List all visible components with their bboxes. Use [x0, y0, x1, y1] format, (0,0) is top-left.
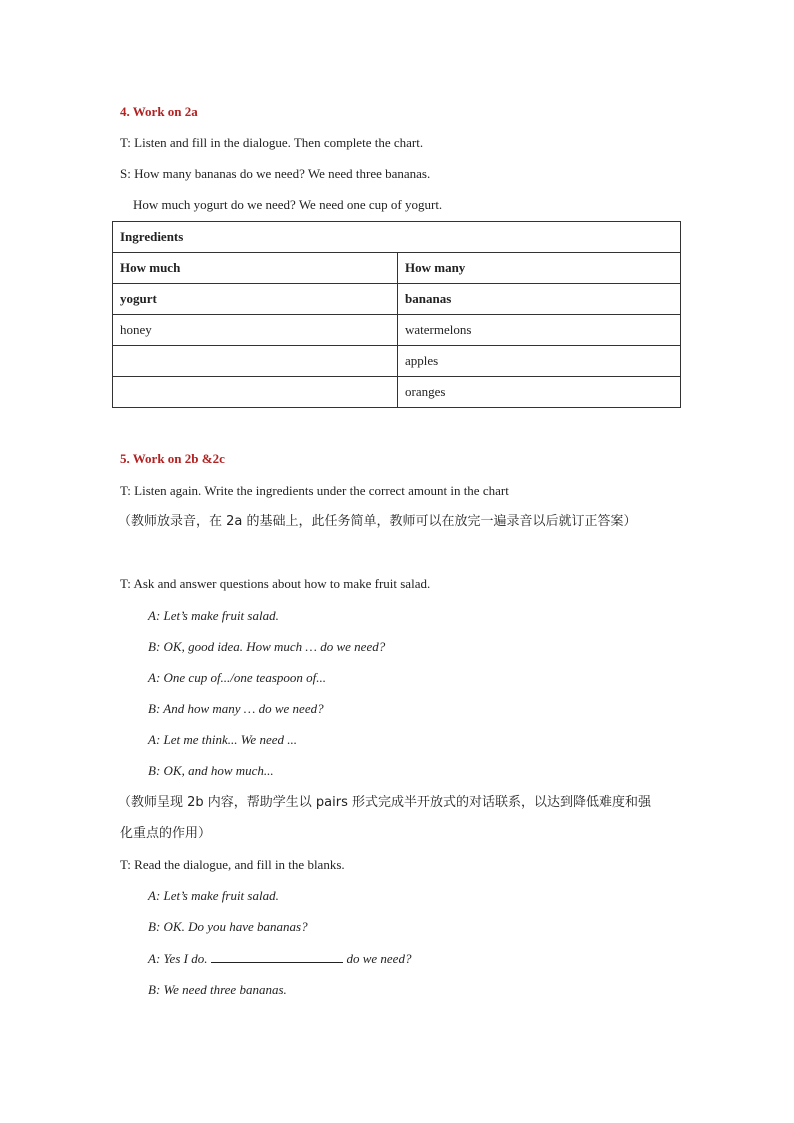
- dialogue-text: do we need?: [346, 951, 412, 966]
- fill-in-blank: [211, 950, 343, 963]
- table-cell: honey: [113, 315, 398, 346]
- student-line: How much yogurt do we need? We need one cup of yogurt.: [133, 197, 443, 212]
- table-row: [113, 284, 681, 315]
- ingredients-table: [112, 221, 681, 408]
- table-cell: watermelons: [398, 315, 681, 346]
- dialogue-line: A: Let’s make fruit salad.: [148, 888, 279, 903]
- dialogue-line: B: OK. Do you have bananas?: [148, 919, 308, 934]
- teacher-note: （教师呈现 2b 内容，帮助学生以 pairs 形式完成半开放式的对话联系，以达到降低难度和强: [118, 795, 652, 810]
- instruction-text: T: Listen and fill in the dialogue. Then complete the chart.: [120, 135, 424, 150]
- table-row: [113, 346, 681, 377]
- column-header: How much: [113, 253, 398, 284]
- instruction-text: T: Listen again. Write the ingredients under the correct amount in the chart: [120, 483, 509, 498]
- dialogue-line: A: One cup of.../one teaspoon of...: [148, 670, 326, 685]
- section-4-heading: 4. Work on 2a: [120, 104, 198, 119]
- instruction-text: T: Ask and answer questions about how to make fruit salad.: [120, 576, 431, 591]
- table-cell: bananas: [398, 284, 681, 315]
- dialogue-line: B: We need three bananas.: [148, 982, 287, 997]
- table-cell: [113, 346, 398, 377]
- table-cell: [113, 377, 398, 408]
- dialogue-line: B: OK, and how much...: [148, 763, 274, 778]
- table-title: Ingredients: [113, 222, 681, 253]
- table-row: [113, 377, 681, 408]
- teacher-note: 化重点的作用）: [120, 826, 212, 841]
- table-header-row: [113, 253, 681, 284]
- table-cell: apples: [398, 346, 681, 377]
- table-cell: oranges: [398, 377, 681, 408]
- table-cell: yogurt: [113, 284, 398, 315]
- student-line: S: How many bananas do we need? We need three bananas.: [120, 166, 431, 181]
- table-row: [113, 315, 681, 346]
- dialogue-line: A: Let’s make fruit salad.: [148, 608, 279, 623]
- dialogue-line: A: Let me think... We need ...: [148, 732, 297, 747]
- dialogue-line: B: And how many … do we need?: [148, 701, 324, 716]
- instruction-text: T: Read the dialogue, and fill in the blanks.: [120, 857, 345, 872]
- column-header: How many: [398, 253, 681, 284]
- section-5-heading: 5. Work on 2b &2c: [120, 451, 225, 466]
- teacher-note: （教师放录音，在 2a 的基础上，此任务简单，教师可以在放完一遍录音以后就订正答案）: [118, 514, 637, 529]
- dialogue-line-with-blank: [148, 950, 411, 968]
- table-title-row: [113, 222, 681, 253]
- dialogue-line: B: OK, good idea. How much … do we need?: [148, 639, 386, 654]
- dialogue-text: A: Yes I do.: [148, 951, 208, 966]
